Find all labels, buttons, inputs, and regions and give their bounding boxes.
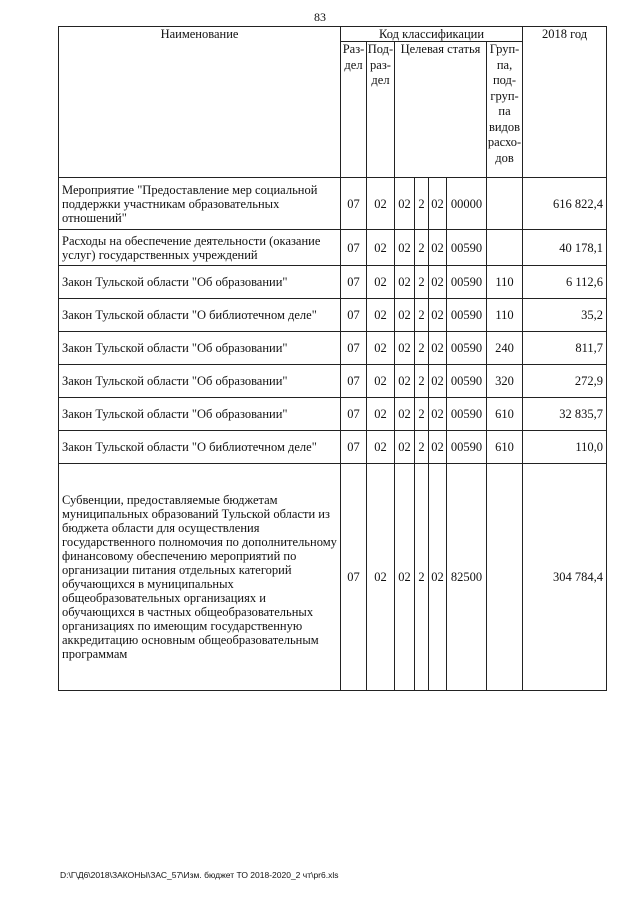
- cell-target-1: 02: [395, 398, 415, 431]
- cell-subsection: 02: [367, 365, 395, 398]
- cell-expense-group: 240: [487, 332, 523, 365]
- footer-file-path: D:\Г\Д6\2018\ЗАКОНЫ\ЗАС_57\Изм. бюджет ТО 2018-2020_2 чт\pr6.xls: [60, 870, 339, 880]
- cell-target-1: 02: [395, 299, 415, 332]
- cell-section: 07: [341, 266, 367, 299]
- cell-expense-group: 610: [487, 398, 523, 431]
- cell-target-4: 00590: [447, 398, 487, 431]
- cell-target-2: 2: [415, 431, 429, 464]
- cell-expense-group: 110: [487, 266, 523, 299]
- cell-subsection: 02: [367, 398, 395, 431]
- cell-section: 07: [341, 178, 367, 230]
- cell-target-1: 02: [395, 230, 415, 266]
- cell-amount: 811,7: [523, 332, 607, 365]
- table-row: [59, 299, 607, 332]
- table-body: [59, 178, 607, 691]
- cell-subsection: 02: [367, 266, 395, 299]
- cell-section: 07: [341, 332, 367, 365]
- cell-target-1: 02: [395, 464, 415, 691]
- table-row: [59, 178, 607, 230]
- budget-table: [58, 26, 607, 691]
- cell-section: 07: [341, 464, 367, 691]
- header-expense-group: [487, 42, 523, 178]
- cell-subsection: 02: [367, 464, 395, 691]
- cell-target-3: 02: [429, 431, 447, 464]
- cell-name: Субвенции, предоставляемые бюджетам муниципальных образований Тульской области из бюджета области для осуществления государственного полномочия по дополнительному финансовому обеспечению мероприятий по организации питания отдельных категорий обучающихся в муниципальных общеобразовательных организациях и обучающихся в частных общеобразовательных организациях по имеющим государственную аккредитацию основным общеобразовательным программам: [59, 464, 341, 691]
- cell-expense-group: 610: [487, 431, 523, 464]
- cell-name: Мероприятие "Предоставление мер социальной поддержки участникам образовательных отношений": [59, 178, 341, 230]
- table-row: [59, 431, 607, 464]
- header-year: 2018 год: [523, 27, 607, 178]
- cell-expense-group: 320: [487, 365, 523, 398]
- cell-expense-group: [487, 178, 523, 230]
- cell-target-1: 02: [395, 431, 415, 464]
- cell-name: Расходы на обеспечение деятельности (оказание услуг) государственных учреждений: [59, 230, 341, 266]
- cell-target-2: 2: [415, 266, 429, 299]
- cell-target-3: 02: [429, 299, 447, 332]
- cell-target-4: 82500: [447, 464, 487, 691]
- header-expense-group-text: Груп- па, под- груп- па видов расхо- дов: [487, 42, 522, 165]
- cell-target-3: 02: [429, 230, 447, 266]
- cell-amount: 35,2: [523, 299, 607, 332]
- cell-target-3: 02: [429, 332, 447, 365]
- cell-section: 07: [341, 230, 367, 266]
- cell-section: 07: [341, 299, 367, 332]
- table-row: [59, 332, 607, 365]
- table-row: [59, 266, 607, 299]
- cell-target-2: 2: [415, 464, 429, 691]
- cell-amount: 40 178,1: [523, 230, 607, 266]
- cell-name: Закон Тульской области "О библиотечном деле": [59, 431, 341, 464]
- cell-expense-group: [487, 230, 523, 266]
- cell-amount: 6 112,6: [523, 266, 607, 299]
- cell-target-4: 00590: [447, 266, 487, 299]
- cell-amount: 110,0: [523, 431, 607, 464]
- table-row: [59, 365, 607, 398]
- cell-target-3: 02: [429, 266, 447, 299]
- cell-target-4: 00590: [447, 431, 487, 464]
- header-section-text: Раз- дел: [342, 42, 365, 72]
- table-row: [59, 230, 607, 266]
- table-row: [59, 398, 607, 431]
- cell-name: Закон Тульской области "Об образовании": [59, 266, 341, 299]
- cell-target-2: 2: [415, 178, 429, 230]
- header-row-top: [59, 27, 607, 42]
- cell-amount: 616 822,4: [523, 178, 607, 230]
- cell-expense-group: [487, 464, 523, 691]
- cell-target-2: 2: [415, 398, 429, 431]
- page-number: 83: [314, 10, 326, 24]
- cell-target-3: 02: [429, 365, 447, 398]
- cell-subsection: 02: [367, 178, 395, 230]
- cell-subsection: 02: [367, 299, 395, 332]
- cell-target-4: 00590: [447, 230, 487, 266]
- header-target-item: Целевая статья: [395, 42, 487, 178]
- cell-expense-group: 110: [487, 299, 523, 332]
- cell-section: 07: [341, 365, 367, 398]
- cell-target-4: 00590: [447, 365, 487, 398]
- cell-subsection: 02: [367, 332, 395, 365]
- cell-target-4: 00590: [447, 299, 487, 332]
- table-row: [59, 464, 607, 691]
- header-name: Наименование: [59, 27, 341, 178]
- cell-target-3: 02: [429, 178, 447, 230]
- cell-name: Закон Тульской области "Об образовании": [59, 365, 341, 398]
- cell-target-1: 02: [395, 178, 415, 230]
- cell-subsection: 02: [367, 230, 395, 266]
- cell-target-2: 2: [415, 365, 429, 398]
- cell-target-1: 02: [395, 332, 415, 365]
- header-subsection: [367, 42, 395, 178]
- cell-section: 07: [341, 398, 367, 431]
- cell-name: Закон Тульской области "О библиотечном деле": [59, 299, 341, 332]
- cell-amount: 32 835,7: [523, 398, 607, 431]
- cell-target-2: 2: [415, 230, 429, 266]
- cell-amount: 272,9: [523, 365, 607, 398]
- cell-target-1: 02: [395, 365, 415, 398]
- cell-subsection: 02: [367, 431, 395, 464]
- cell-amount: 304 784,4: [523, 464, 607, 691]
- cell-section: 07: [341, 431, 367, 464]
- cell-target-3: 02: [429, 464, 447, 691]
- cell-target-3: 02: [429, 398, 447, 431]
- cell-target-4: 00000: [447, 178, 487, 230]
- cell-target-2: 2: [415, 332, 429, 365]
- cell-target-2: 2: [415, 299, 429, 332]
- cell-name: Закон Тульской области "Об образовании": [59, 332, 341, 365]
- header-section: [341, 42, 367, 178]
- cell-target-1: 02: [395, 266, 415, 299]
- cell-target-4: 00590: [447, 332, 487, 365]
- cell-name: Закон Тульской области "Об образовании": [59, 398, 341, 431]
- header-code-group: Код классификации: [341, 27, 523, 42]
- header-subsection-text: Под- раз- дел: [367, 42, 394, 87]
